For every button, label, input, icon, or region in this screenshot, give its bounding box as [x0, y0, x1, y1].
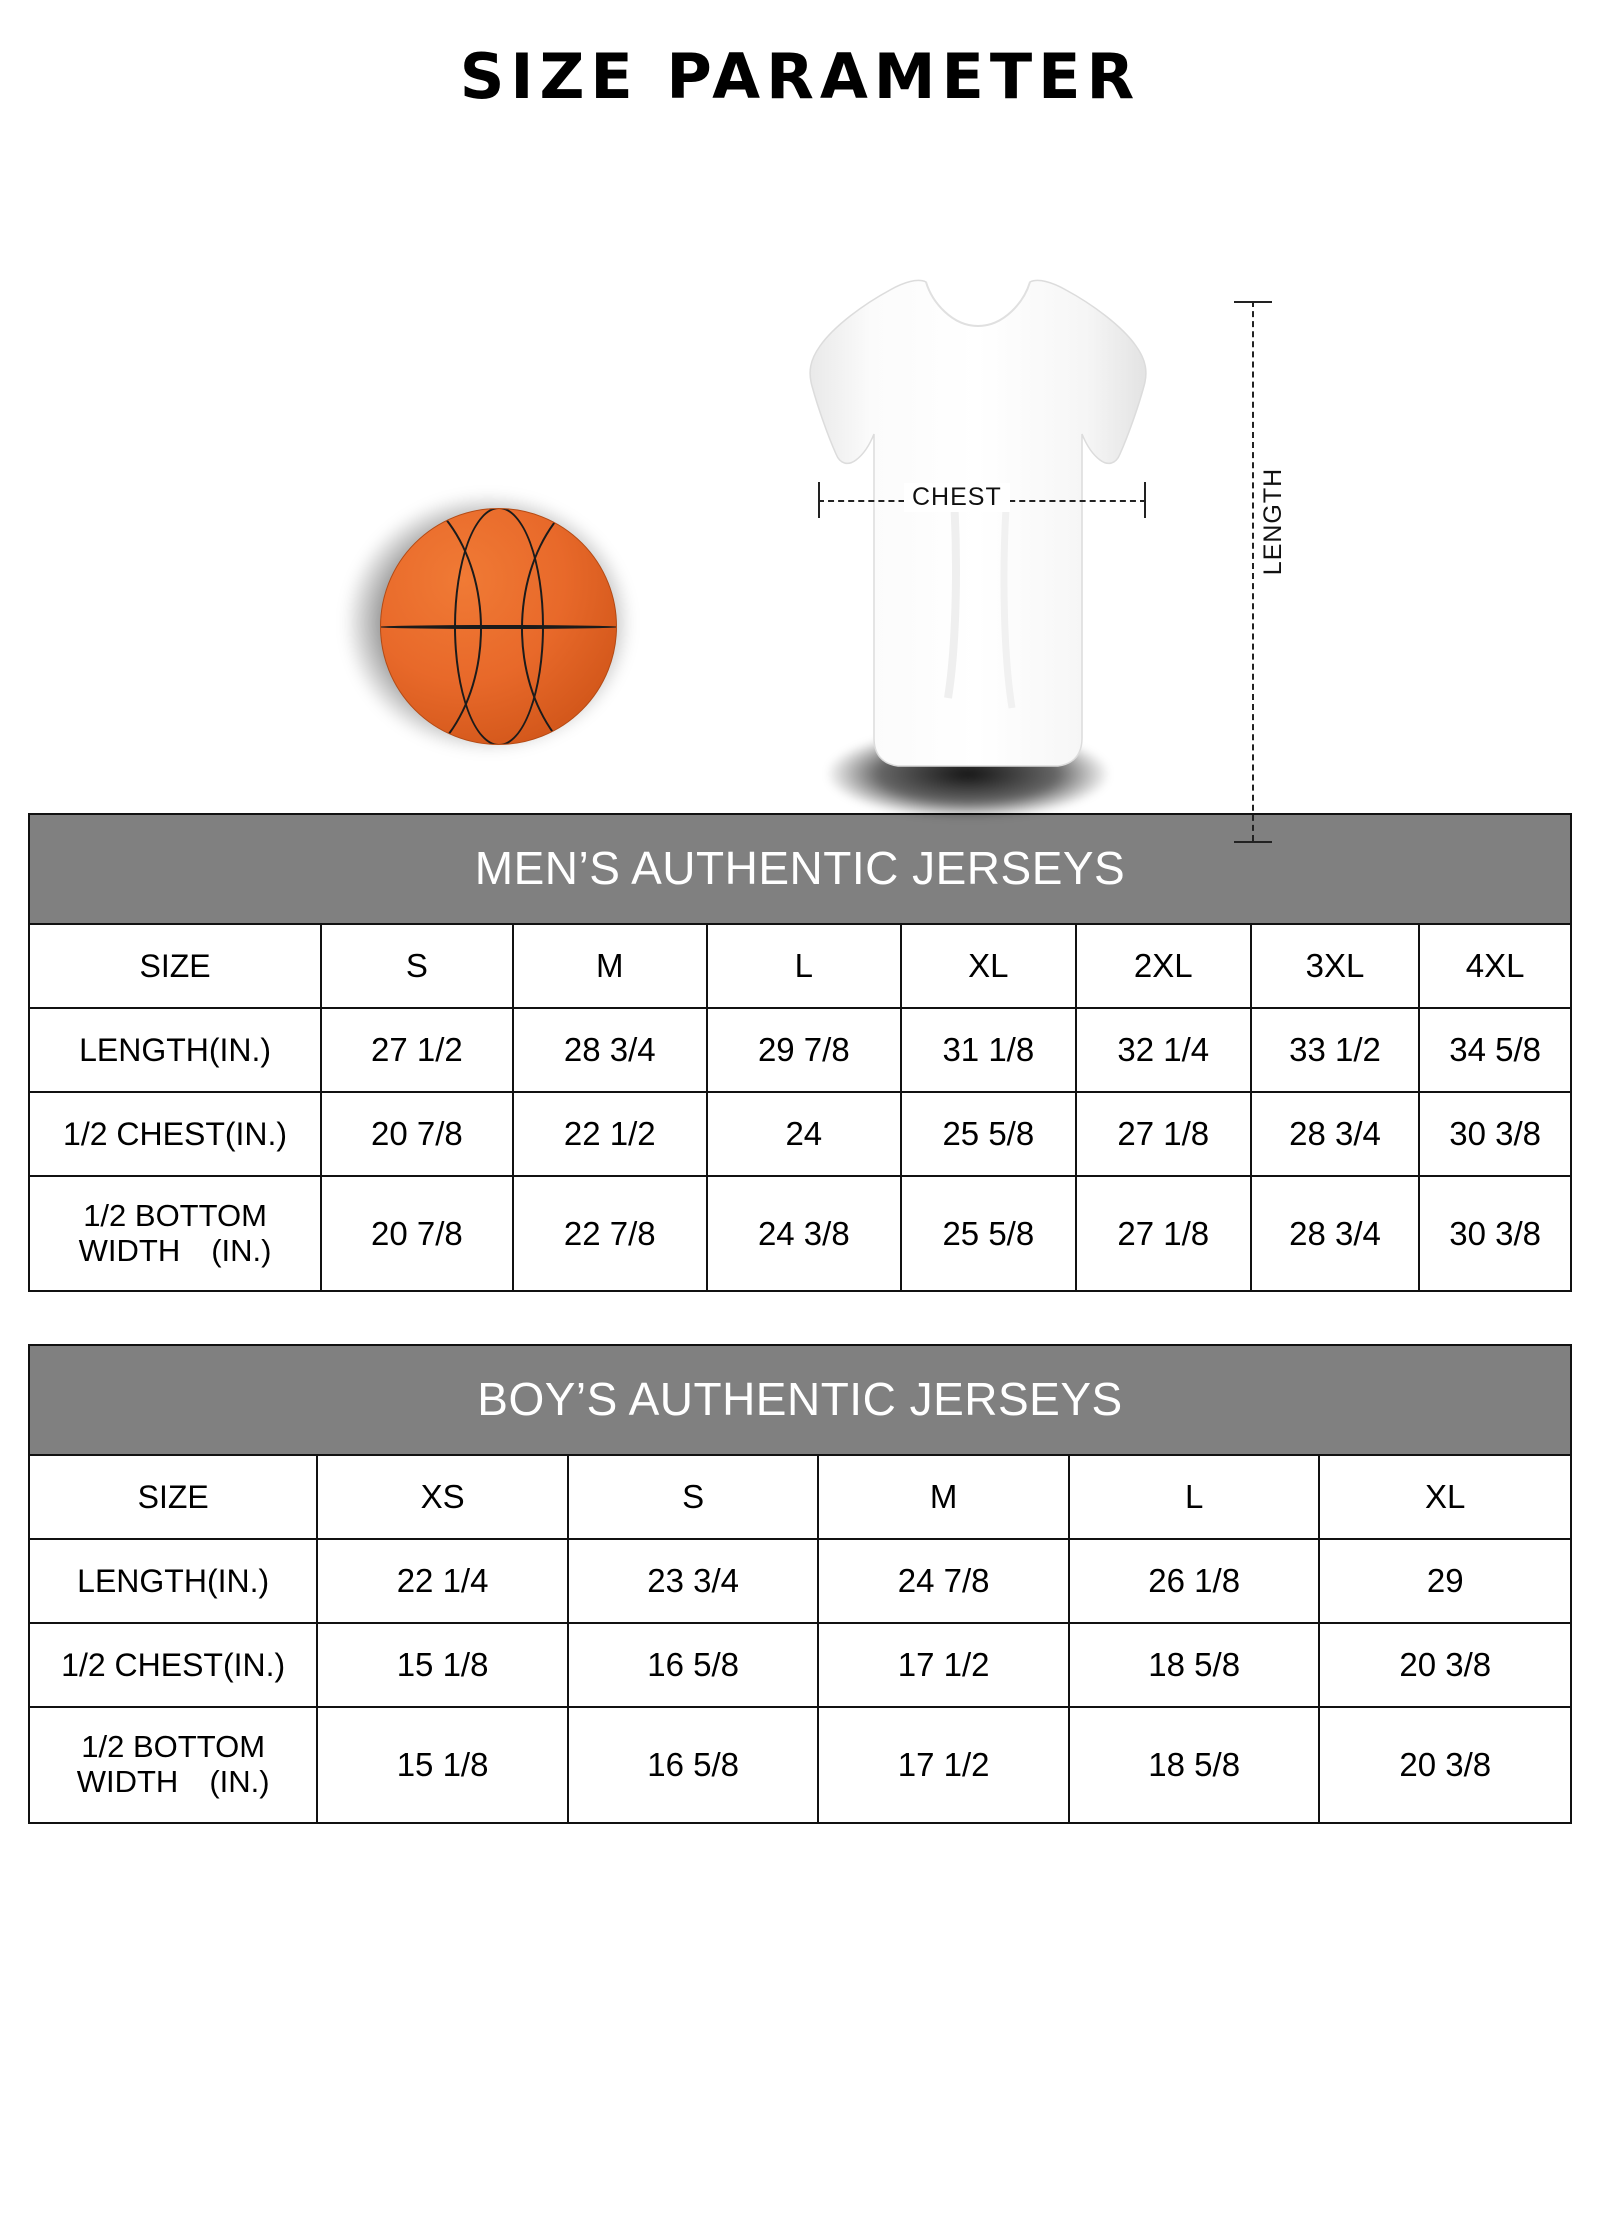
table-row	[30, 925, 1570, 1008]
basketball-seam-right-arc	[521, 508, 617, 745]
row-header	[30, 1707, 317, 1821]
table-cell: 15 1/8	[317, 1623, 568, 1707]
table-cell: 20 7/8	[321, 1092, 513, 1176]
boys-size-table	[28, 1344, 1572, 1823]
length-measure-line	[1252, 301, 1254, 841]
table-cell: 28 3/4	[513, 1008, 707, 1092]
row-header-line2: WIDTH (IN.)	[78, 1232, 272, 1268]
column-header: S	[321, 925, 513, 1008]
table-cell: 27 1/2	[321, 1008, 513, 1092]
table-cell: 24 7/8	[818, 1539, 1069, 1623]
table-cell: 28 3/4	[1251, 1176, 1420, 1290]
table-row	[30, 1176, 1570, 1290]
page-title: SIZE PARAMETER	[459, 40, 1141, 113]
column-header: SIZE	[30, 925, 321, 1008]
table-cell: 30 3/8	[1419, 1092, 1570, 1176]
table-cell: 20 7/8	[321, 1176, 513, 1290]
table-cell: 27 1/8	[1076, 1176, 1251, 1290]
row-header-line1: 1/2 BOTTOM	[83, 1198, 267, 1233]
table-cell: 28 3/4	[1251, 1092, 1420, 1176]
length-tick-top	[1234, 301, 1272, 303]
length-label: LENGTH	[1255, 462, 1292, 581]
table-cell: 29 7/8	[707, 1008, 901, 1092]
table-row	[30, 1623, 1570, 1707]
column-header: XL	[1319, 1456, 1570, 1539]
column-header: 2XL	[1076, 925, 1251, 1008]
row-header	[30, 1176, 321, 1290]
table-row	[30, 1456, 1570, 1539]
table-cell: 18 5/8	[1069, 1623, 1320, 1707]
table-cell: 26 1/8	[1069, 1539, 1320, 1623]
table-row	[30, 1539, 1570, 1623]
mens-table-heading: MEN’S AUTHENTIC JERSEYS	[30, 815, 1570, 925]
table-cell: 30 3/8	[1419, 1176, 1570, 1290]
table-cell: 22 7/8	[513, 1176, 707, 1290]
table-cell: 18 5/8	[1069, 1707, 1320, 1821]
jersey-illustration	[798, 268, 1158, 788]
illustration-area	[28, 123, 1572, 813]
chest-tick-left	[818, 482, 820, 518]
row-header: LENGTH(IN.)	[30, 1008, 321, 1092]
table-cell: 33 1/2	[1251, 1008, 1420, 1092]
mens-size-table	[28, 813, 1572, 1292]
table-cell: 22 1/4	[317, 1539, 568, 1623]
basketball-icon	[328, 478, 648, 768]
table-cell: 17 1/2	[818, 1623, 1069, 1707]
row-header: 1/2 CHEST(IN.)	[30, 1623, 317, 1707]
table-cell: 32 1/4	[1076, 1008, 1251, 1092]
column-header: M	[513, 925, 707, 1008]
table-cell: 16 5/8	[568, 1707, 819, 1821]
row-header-line2: WIDTH (IN.)	[76, 1764, 270, 1800]
row-header-line1: 1/2 BOTTOM	[81, 1729, 266, 1765]
column-header: S	[568, 1456, 819, 1539]
table-cell: 16 5/8	[568, 1623, 819, 1707]
column-header: 3XL	[1251, 925, 1420, 1008]
column-header: L	[1069, 1456, 1320, 1539]
table-row	[30, 1092, 1570, 1176]
boys-table	[30, 1456, 1570, 1821]
table-cell: 20 3/8	[1319, 1707, 1570, 1821]
length-tick-bottom	[1234, 841, 1272, 843]
table-cell: 24 3/8	[707, 1176, 901, 1290]
table-cell: 23 3/4	[568, 1539, 819, 1623]
chest-tick-right	[1144, 482, 1146, 518]
column-header: 4XL	[1419, 925, 1570, 1008]
table-cell: 25 5/8	[901, 1176, 1076, 1290]
row-header: 1/2 CHEST(IN.)	[30, 1092, 321, 1176]
table-cell: 29	[1319, 1539, 1570, 1623]
boys-table-heading: BOY’S AUTHENTIC JERSEYS	[30, 1346, 1570, 1456]
row-header: LENGTH(IN.)	[30, 1539, 317, 1623]
column-header: SIZE	[30, 1456, 317, 1539]
table-row	[30, 1008, 1570, 1092]
table-cell: 31 1/8	[901, 1008, 1076, 1092]
mens-table	[30, 925, 1570, 1290]
table-cell: 20 3/8	[1319, 1623, 1570, 1707]
table-cell: 27 1/8	[1076, 1092, 1251, 1176]
table-cell: 17 1/2	[818, 1707, 1069, 1821]
table-cell: 22 1/2	[513, 1092, 707, 1176]
table-row	[30, 1707, 1570, 1821]
basketball-sphere	[380, 508, 617, 745]
column-header: XS	[317, 1456, 568, 1539]
table-cell: 24	[707, 1092, 901, 1176]
column-header: M	[818, 1456, 1069, 1539]
jersey-icon	[798, 268, 1158, 828]
table-cell: 34 5/8	[1419, 1008, 1570, 1092]
table-cell: 25 5/8	[901, 1092, 1076, 1176]
column-header: XL	[901, 925, 1076, 1008]
chest-label: CHEST	[904, 483, 1010, 512]
table-cell: 15 1/8	[317, 1707, 568, 1821]
column-header: L	[707, 925, 901, 1008]
